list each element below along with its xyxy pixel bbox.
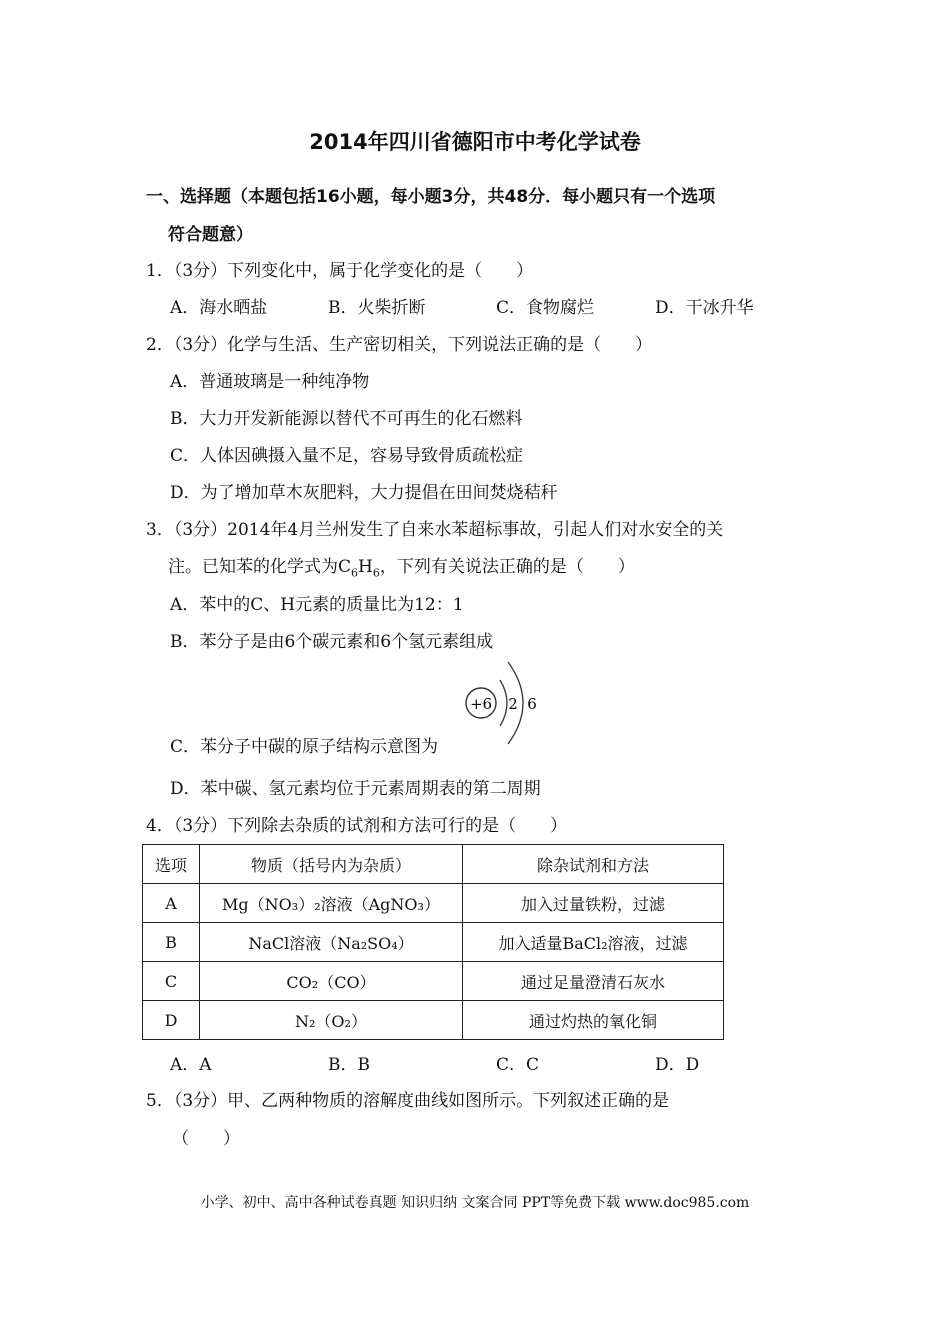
shell-arc-1	[500, 680, 507, 726]
table-cell: Mg（NO₃）₂溶液（AgNO₃）	[200, 884, 463, 923]
q2-option-b: B．大力开发新能源以替代不可再生的化石燃料	[170, 409, 523, 429]
q3-text-mid: H	[358, 557, 373, 577]
shell-1-electrons: 2	[508, 695, 518, 713]
table-cell: NaCl溶液（Na₂SO₄）	[200, 923, 463, 962]
table-cell: B	[143, 923, 200, 962]
q3-option-c: C．苯分子中碳的原子结构示意图为	[170, 737, 439, 757]
table-cell: 通过足量澄清石灰水	[463, 962, 724, 1001]
q3-text-post: ，下列有关说法正确的是（ ）	[379, 557, 635, 577]
table-row	[143, 884, 724, 923]
table-header: 选项	[143, 845, 200, 884]
table-cell: CO₂（CO）	[200, 962, 463, 1001]
question-4: 4．（3分）下列除去杂质的试剂和方法可行的是（ ）	[146, 816, 568, 836]
table-header-row	[143, 845, 724, 884]
table-header: 物质（括号内为杂质）	[200, 845, 463, 884]
page-footer: 小学、初中、高中各种试卷真题 知识归纳 文案合同 PPT等免费下载 www.doc985.com	[200, 1195, 750, 1211]
q4-option-a: A．A	[170, 1055, 212, 1075]
nucleus-charge: +6	[469, 695, 493, 713]
impurity-table	[142, 844, 724, 1040]
q3-option-a: A．苯中的C、H元素的质量比为12：1	[170, 595, 464, 615]
q3-option-d: D．苯中碳、氢元素均位于元素周期表的第二周期	[170, 779, 541, 799]
table-row	[143, 1001, 724, 1040]
question-3-cont	[168, 552, 635, 579]
table-cell: 加入适量BaCl₂溶液，过滤	[463, 923, 724, 962]
question-5-cont: （ ）	[172, 1129, 240, 1149]
q4-option-b: B．B	[328, 1055, 370, 1075]
table-cell: D	[143, 1001, 200, 1040]
q2-option-d: D．为了增加草木灰肥料，大力提倡在田间焚烧秸秆	[170, 483, 558, 503]
q1-option-d: D．干冰升华	[655, 298, 754, 318]
q2-option-a: A．普通玻璃是一种纯净物	[170, 372, 370, 392]
table-cell: N₂（O₂）	[200, 1001, 463, 1040]
q3-sub-2: 6	[372, 566, 380, 580]
q3-sub-1: 6	[351, 566, 359, 580]
q1-option-c: C．食物腐烂	[496, 298, 595, 318]
table-row	[143, 923, 724, 962]
question-2: 2．（3分）化学与生活、生产密切相关，下列说法正确的是（ ）	[146, 335, 653, 355]
table-row	[143, 962, 724, 1001]
q2-option-c: C．人体因碘摄入量不足，容易导致骨质疏松症	[170, 446, 524, 466]
q4-option-d: D．D	[655, 1055, 700, 1075]
atom-structure-diagram	[462, 656, 552, 748]
question-3: 3．（3分）2014年4月兰州发生了自来水苯超标事故，引起人们对水安全的关	[146, 520, 724, 540]
q1-option-b: B．火柴折断	[328, 298, 426, 318]
table-header: 除杂试剂和方法	[463, 845, 724, 884]
question-1: 1．（3分）下列变化中，属于化学变化的是（ ）	[146, 261, 534, 281]
q1-option-a: A．海水晒盐	[170, 298, 268, 318]
page-title: 2014年四川省德阳市中考化学试卷	[309, 130, 641, 154]
q4-option-c: C．C	[496, 1055, 540, 1075]
q3-option-b: B．苯分子是由6个碳元素和6个氢元素组成	[170, 632, 494, 652]
q3-text-pre: 注。已知苯的化学式为C	[168, 557, 352, 577]
shell-2-electrons: 6	[527, 695, 537, 713]
table-cell: 加入过量铁粉，过滤	[463, 884, 724, 923]
section-heading: 一、选择题（本题包括16小题，每小题3分，共48分．每小题只有一个选项	[146, 187, 716, 207]
table-cell: 通过灼热的氧化铜	[463, 1001, 724, 1040]
table-cell: C	[143, 962, 200, 1001]
question-5: 5．（3分）甲、乙两种物质的溶解度曲线如图所示。下列叙述正确的是	[146, 1091, 670, 1111]
table-cell: A	[143, 884, 200, 923]
section-heading-cont: 符合题意）	[168, 225, 253, 245]
